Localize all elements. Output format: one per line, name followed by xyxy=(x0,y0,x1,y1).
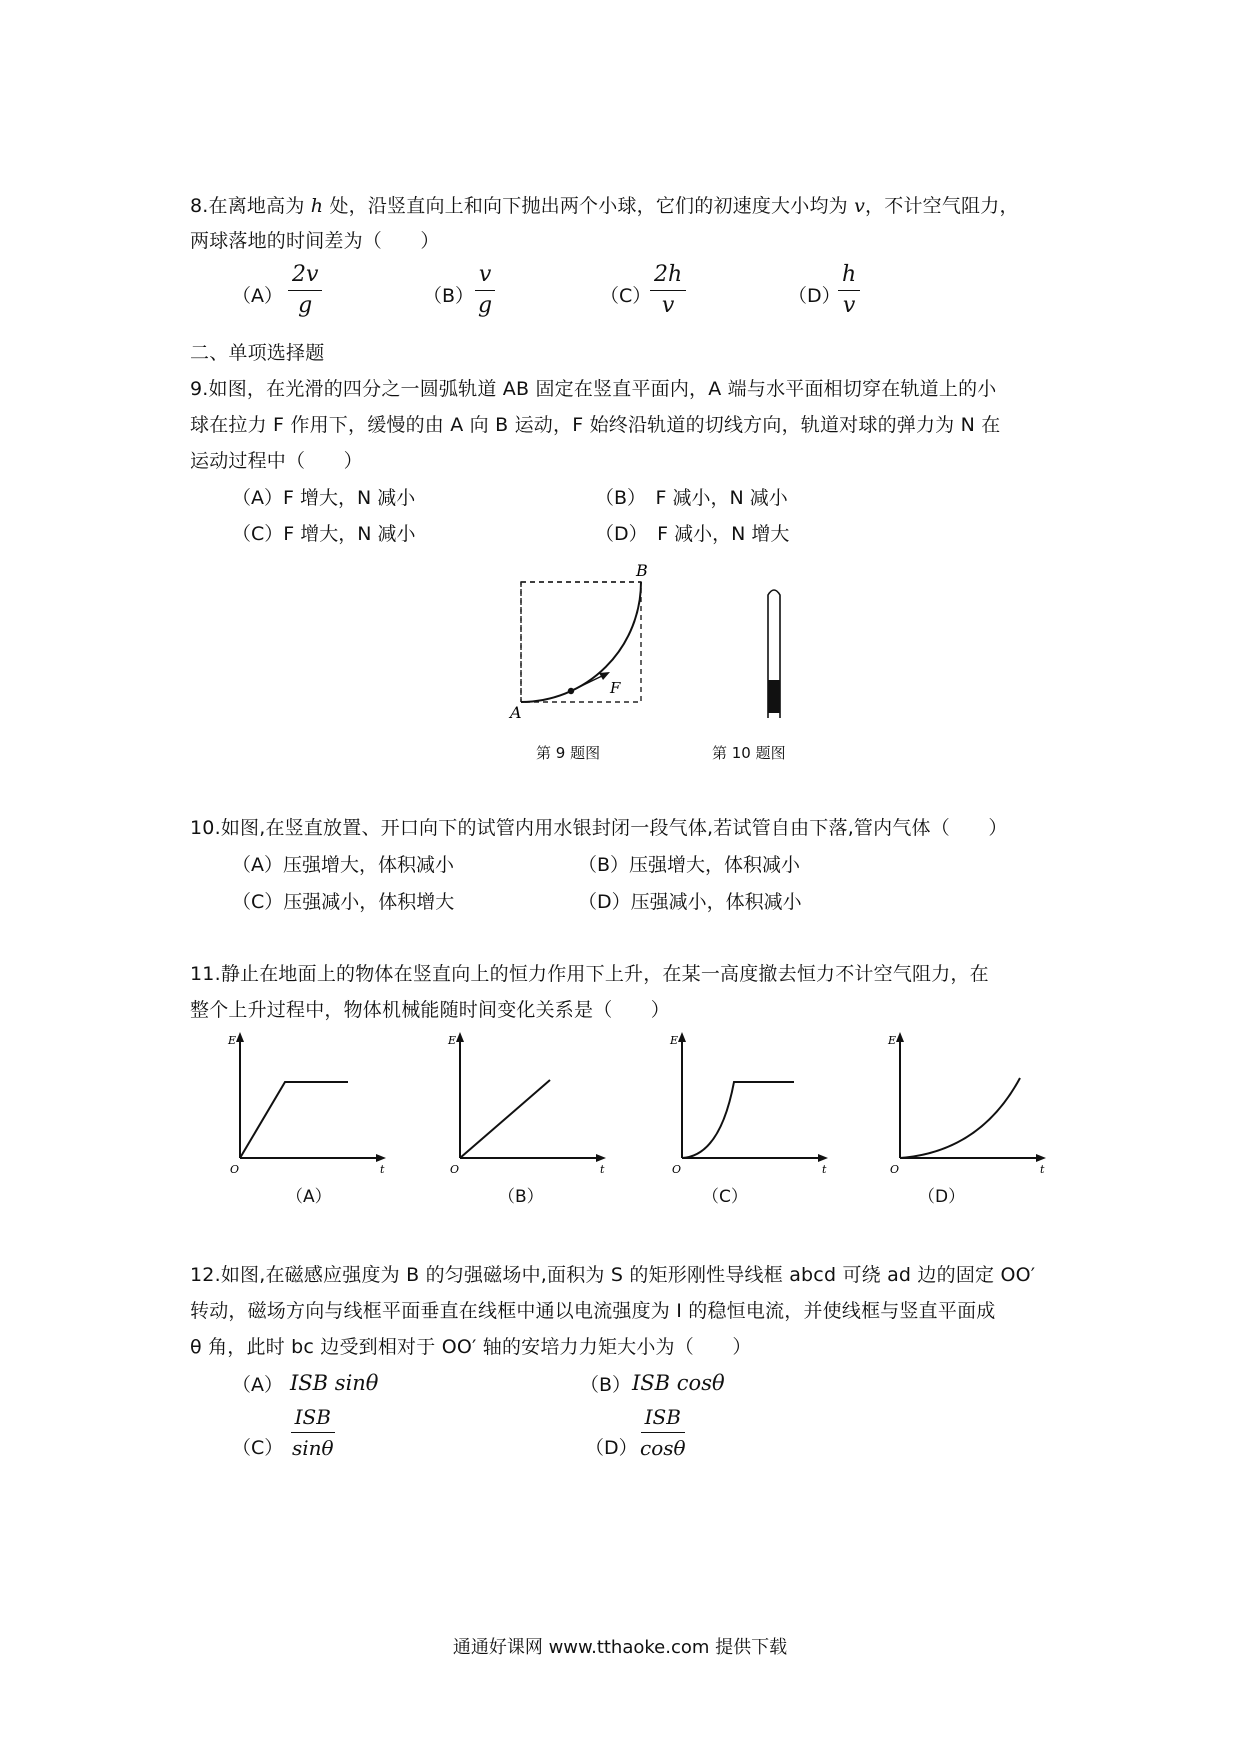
q12-option-c-fraction xyxy=(288,1404,338,1461)
q10-option-d: （D）压强减小，体积减小 xyxy=(578,891,802,913)
q8-option-b-fraction xyxy=(474,262,496,319)
q11-graph-a-label: （A） xyxy=(286,1187,332,1207)
q8-option-c-label: （C） xyxy=(600,285,652,307)
q12-option-c-label: （C） xyxy=(232,1437,284,1459)
q9-arc-track xyxy=(521,582,641,702)
q8-option-d-label: （D） xyxy=(788,285,841,307)
q8-option-d-num: h xyxy=(838,262,860,291)
q10-option-b: （B）压强增大，体积减小 xyxy=(578,854,801,876)
q11-graph-b xyxy=(440,1030,620,1175)
q11-graph-b-curve xyxy=(460,1080,550,1158)
q9-line-1: 9.如图，在光滑的四分之一圆弧轨道 AB 固定在竖直平面内，A 端与水平面相切穿在轨道上的小 xyxy=(190,378,997,400)
q10-line-1: 10.如图,在竖直放置、开口向下的试管内用水银封闭一段气体,若试管自由下落,管内气体（ ） xyxy=(190,817,1008,839)
q12-option-c-num: ISB xyxy=(291,1404,335,1433)
q11-graph-b-label: （B） xyxy=(498,1187,544,1207)
q8-option-b-den: g xyxy=(478,293,493,318)
q11-graph-c-label: （C） xyxy=(702,1187,748,1207)
q9-line-3: 运动过程中（ ） xyxy=(190,450,363,472)
q8-text-b: 处，沿竖直向上和向下抛出两个小球，它们的初速度大小均为 xyxy=(323,195,855,217)
q9-figure xyxy=(500,560,680,720)
page-footer: 通通好课网 www.tthaoke.com 提供下载 xyxy=(452,1637,788,1658)
q12-option-b-label: （B） xyxy=(580,1374,632,1396)
q11-graph-a-label-e: E xyxy=(228,1034,237,1047)
q8-option-a-fraction xyxy=(288,262,322,319)
q11-graph-d-curve xyxy=(900,1078,1020,1158)
q8-option-a-label: （A） xyxy=(232,285,283,307)
q12-option-d-num: ISB xyxy=(641,1404,685,1433)
q10-option-a: （A）压强增大，体积减小 xyxy=(232,854,454,876)
q12-option-a-label: （A） xyxy=(232,1374,283,1396)
q8-var-v: v xyxy=(854,195,866,217)
q9-option-c: （C）F 增大，N 减小 xyxy=(232,523,416,545)
q11-graph-b-label-t: t xyxy=(600,1163,605,1175)
q11-graph-b-label-e: E xyxy=(448,1034,457,1047)
q11-graph-d-label-o: O xyxy=(890,1163,900,1175)
section-2-heading: 二、单项选择题 xyxy=(190,342,325,364)
q8-option-c-den: v xyxy=(661,293,675,318)
q11-graph-c-label-t: t xyxy=(822,1163,827,1175)
q9-option-a: （A）F 增大，N 减小 xyxy=(232,487,416,509)
q9-label-a: A xyxy=(510,703,522,720)
q9-force-arrow xyxy=(571,675,604,691)
q11-graph-b-label-o: O xyxy=(450,1163,460,1175)
q10-figure xyxy=(762,585,786,720)
q8-text-c: ，不计空气阻力， xyxy=(865,195,1019,217)
q8-option-c-fraction xyxy=(650,262,686,319)
q11-graph-d-label-t: t xyxy=(1040,1163,1045,1175)
q11-graph-a-label-t: t xyxy=(380,1163,385,1175)
q12-line-1: 12.如图,在磁感应强度为 B 的匀强磁场中,面积为 S 的矩形刚性导线框 abcd 可绕 ad 边的固定 OO′ xyxy=(190,1264,1036,1286)
q11-graph-d-label-e: E xyxy=(888,1034,897,1047)
q8-option-a-den: g xyxy=(298,293,313,318)
q12-line-3: θ 角，此时 bc 边受到相对于 OO′ 轴的安培力力矩大小为（ ） xyxy=(190,1336,752,1358)
q8-var-h: h xyxy=(310,195,324,217)
q10-option-c: （C）压强减小，体积增大 xyxy=(232,891,455,913)
q8-option-d-den: v xyxy=(842,293,856,318)
q12-option-c-den: sinθ xyxy=(292,1436,334,1460)
q11-line-2: 整个上升过程中，物体机械能随时间变化关系是（ ） xyxy=(190,999,671,1021)
q11-graph-c-curve xyxy=(682,1082,794,1158)
q12-option-a-expr: ISB sinθ xyxy=(290,1371,379,1395)
q11-graph-a-label-o: O xyxy=(230,1163,240,1175)
q8-option-d-fraction xyxy=(838,262,860,319)
q12-option-b-expr: ISB cosθ xyxy=(632,1371,725,1395)
q8-option-b-label: （B） xyxy=(423,285,475,307)
q11-graph-a xyxy=(220,1030,400,1175)
q9-label-f: F xyxy=(610,679,621,697)
q11-graph-d xyxy=(880,1030,1060,1175)
q9-dashed-frame xyxy=(521,582,641,702)
q11-line-1: 11.静止在地面上的物体在竖直向上的恒力作用下上升，在某一高度撤去恒力不计空气阻力，在 xyxy=(190,963,989,985)
q12-option-d-label: （D） xyxy=(585,1437,638,1459)
q10-mercury xyxy=(768,680,780,713)
q9-label-b: B xyxy=(636,561,648,580)
q9-caption: 第 9 题图 xyxy=(536,744,601,762)
q8-text-a: 8.在离地高为 xyxy=(190,195,311,217)
q9-option-d: （D） F 减小，N 增大 xyxy=(595,523,790,545)
q9-option-b: （B） F 减小，N 减小 xyxy=(595,487,788,509)
q12-option-d-fraction xyxy=(636,1404,690,1461)
q8-line-2: 两球落地的时间差为（ ） xyxy=(190,230,440,252)
q8-line-1 xyxy=(190,193,1019,219)
q11-graph-c-label-e: E xyxy=(670,1034,679,1047)
q11-graph-c-label-o: O xyxy=(672,1163,682,1175)
q11-graph-a-curve xyxy=(240,1082,348,1158)
q11-graph-d-label: （D） xyxy=(918,1187,966,1207)
q8-option-b-num: v xyxy=(475,262,495,291)
q8-option-a-num: 2v xyxy=(288,262,322,291)
q12-option-d-den: cosθ xyxy=(640,1436,686,1460)
q10-caption: 第 10 题图 xyxy=(712,744,786,762)
q9-line-2: 球在拉力 F 作用下，缓慢的由 A 向 B 运动，F 始终沿轨道的切线方向，轨道对球的弹力为 N 在 xyxy=(190,414,1001,436)
q12-line-2: 转动，磁场方向与线框平面垂直在线框中通以电流强度为 I 的稳恒电流，并使线框与竖直平面成 xyxy=(190,1300,996,1322)
q11-graph-c xyxy=(662,1030,842,1175)
q8-option-c-num: 2h xyxy=(650,262,686,291)
